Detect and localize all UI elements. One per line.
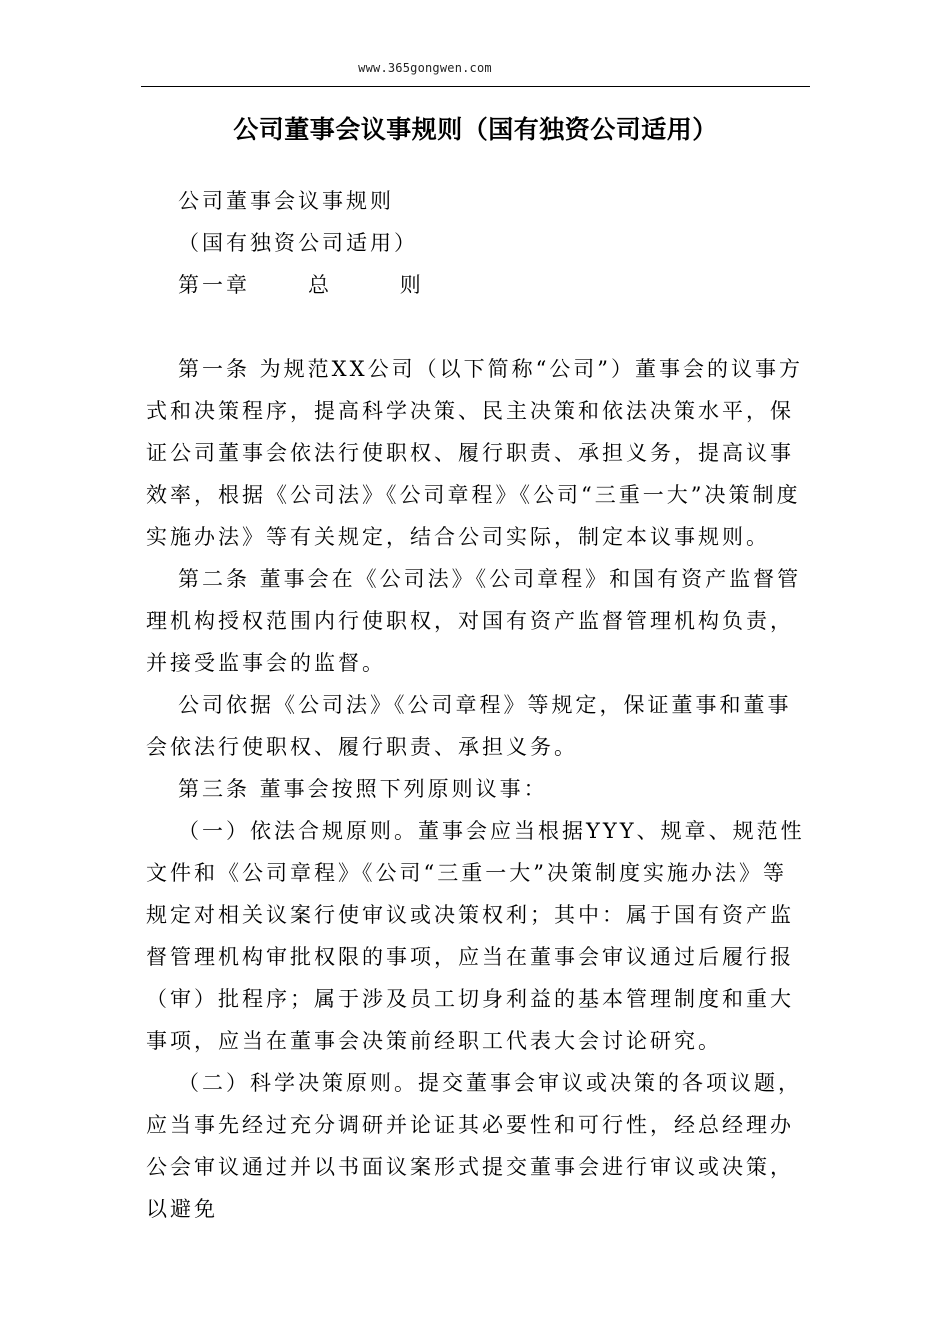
paragraph: 第一条 为规范XX公司（以下简称“公司”）董事会的议事方式和决策程序，提高科学决策、民主决策和依法决策水平，保证公司董事会依法行使职权、履行职责、承担义务，提高议事效率，根据《公司法》《公司章程》《公司“三重一大”决策制度实施办法》等有关规定，结合公司实际，制定本议事规则。 xyxy=(146,357,804,549)
paragraph: （一）依法合规原则。董事会应当根据YYY、规章、规范性文件和《公司章程》《公司“三重一大”决策制度实施办法》等规定对相关议案行使审议或决策权利；其中：属于国有资产监督管理机构审批权限的事项，应当在董事会审议通过后履行报（审）批程序；属于涉及员工切身利益的基本管理制度和重大事项，应当在董事会决策前经职工代表大会讨论研究。 xyxy=(146,819,805,1053)
chapter-heading: 第一章 总 则 xyxy=(178,273,424,297)
paragraph: （二）科学决策原则。提交董事会审议或决策的各项议题，应当事先经过充分调研并论证其必要性和可行性，经总经理办公会审议通过并以书面议案形式提交董事会进行审议或决策，以避免 xyxy=(146,1071,802,1221)
subtitle-line: 公司董事会议事规则 xyxy=(178,189,394,213)
header-divider xyxy=(141,86,810,87)
blank-line xyxy=(146,306,810,348)
paragraph: 第三条 董事会按照下列原则议事： xyxy=(178,777,548,801)
paragraph: 第二条 董事会在《公司法》《公司章程》和国有资产监督管理机构授权范围内行使职权，对国有资产监督管理机构负责，并接受监事会的监督。 xyxy=(146,567,802,675)
header-url: www.365gongwen.com xyxy=(358,61,492,75)
document-body xyxy=(146,180,810,1230)
subtitle-line: （国有独资公司适用） xyxy=(178,231,418,255)
paragraph: 公司依据《公司法》《公司章程》等规定，保证董事和董事会依法行使职权、履行职责、承担义务。 xyxy=(146,693,792,759)
document-title: 公司董事会议事规则（国有独资公司适用） xyxy=(233,115,718,144)
